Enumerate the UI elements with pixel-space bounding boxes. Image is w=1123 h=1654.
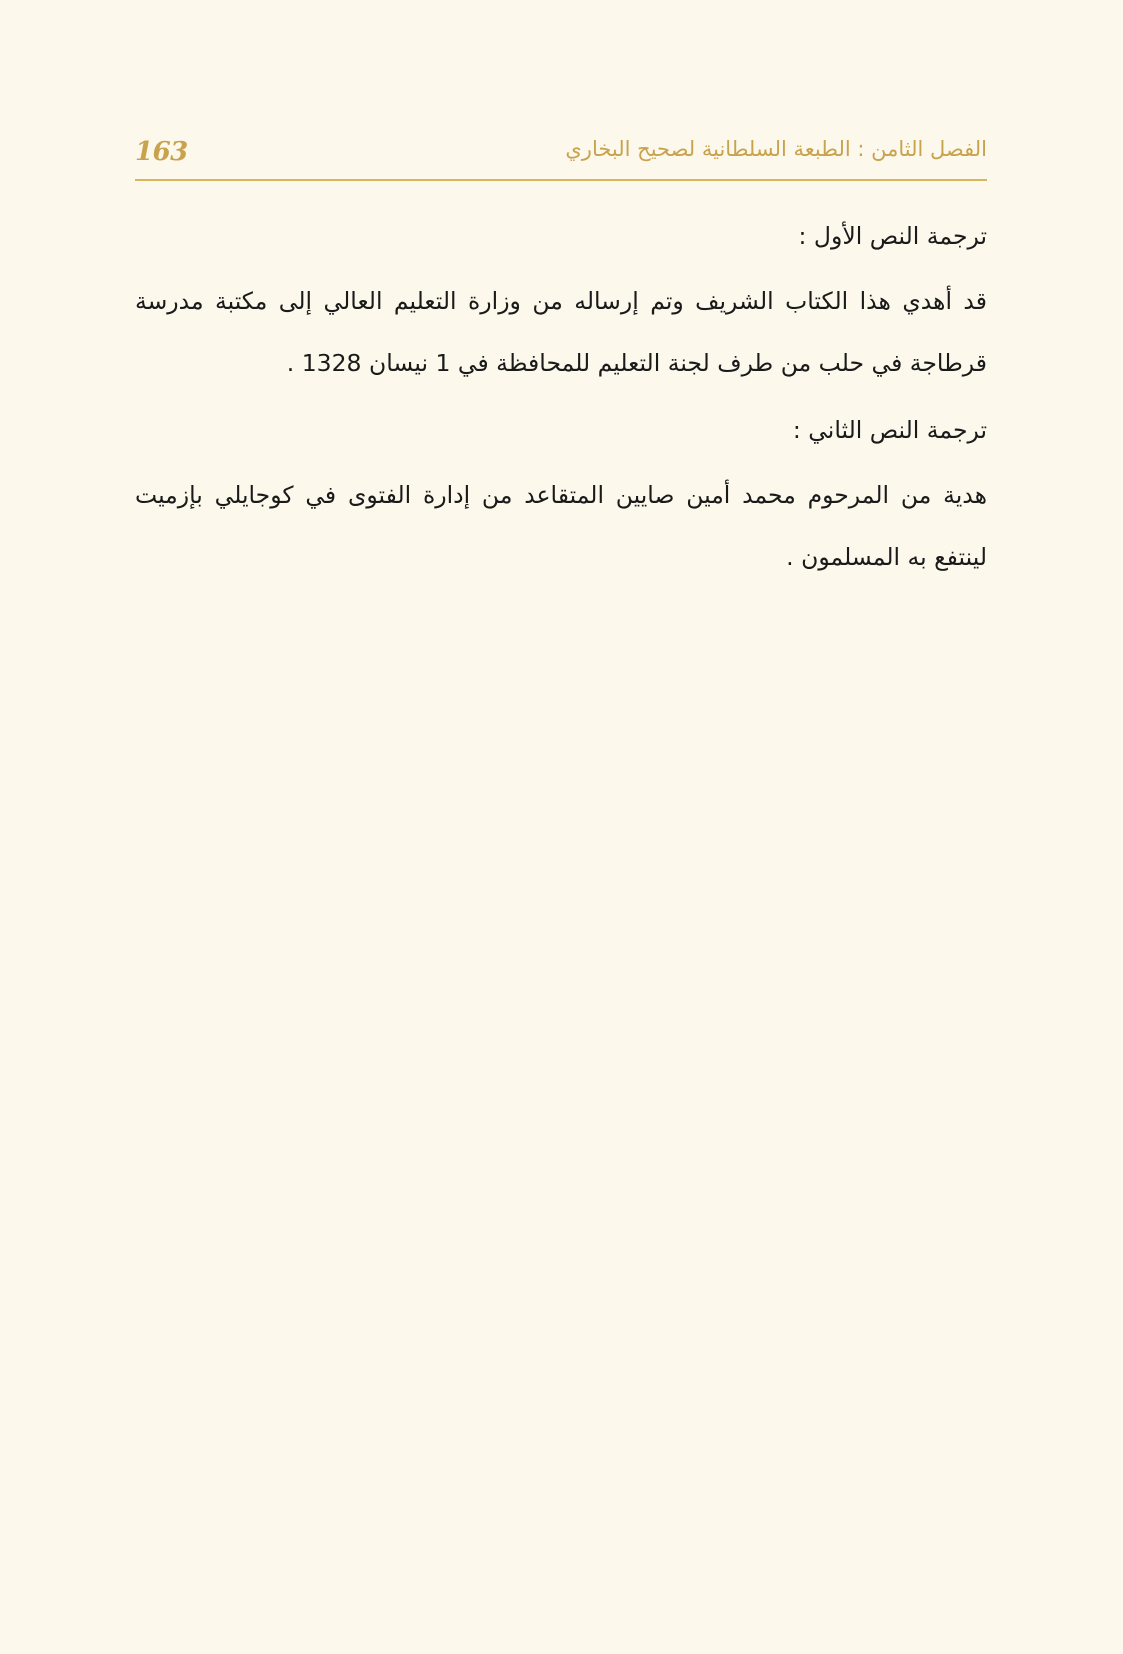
page-body (135, 205, 987, 593)
paragraph-first-text: قد أهدي هذا الكتاب الشريف وتم إرساله من وزارة التعليم العالي إلى مكتبة مدرسة قرطاجة في حلب من طرف لجنة التعليم للمحافظة في 1 نيسان 1328 . (135, 287, 987, 377)
section-heading-first-text: ترجمة النص الأول : (798, 222, 987, 250)
section-heading-second-text: ترجمة النص الثاني : (792, 416, 987, 444)
running-title: الفصل الثامن : الطبعة السلطانية لصحيح البخاري (565, 137, 987, 161)
paragraph-second-text: هدية من المرحوم محمد أمين صايين المتقاعد من إدارة الفتوى في كوجايلي بإزميت لينتفع به المسلمون . (135, 481, 987, 571)
page-number: 163 (135, 137, 188, 167)
page-header (135, 133, 987, 181)
